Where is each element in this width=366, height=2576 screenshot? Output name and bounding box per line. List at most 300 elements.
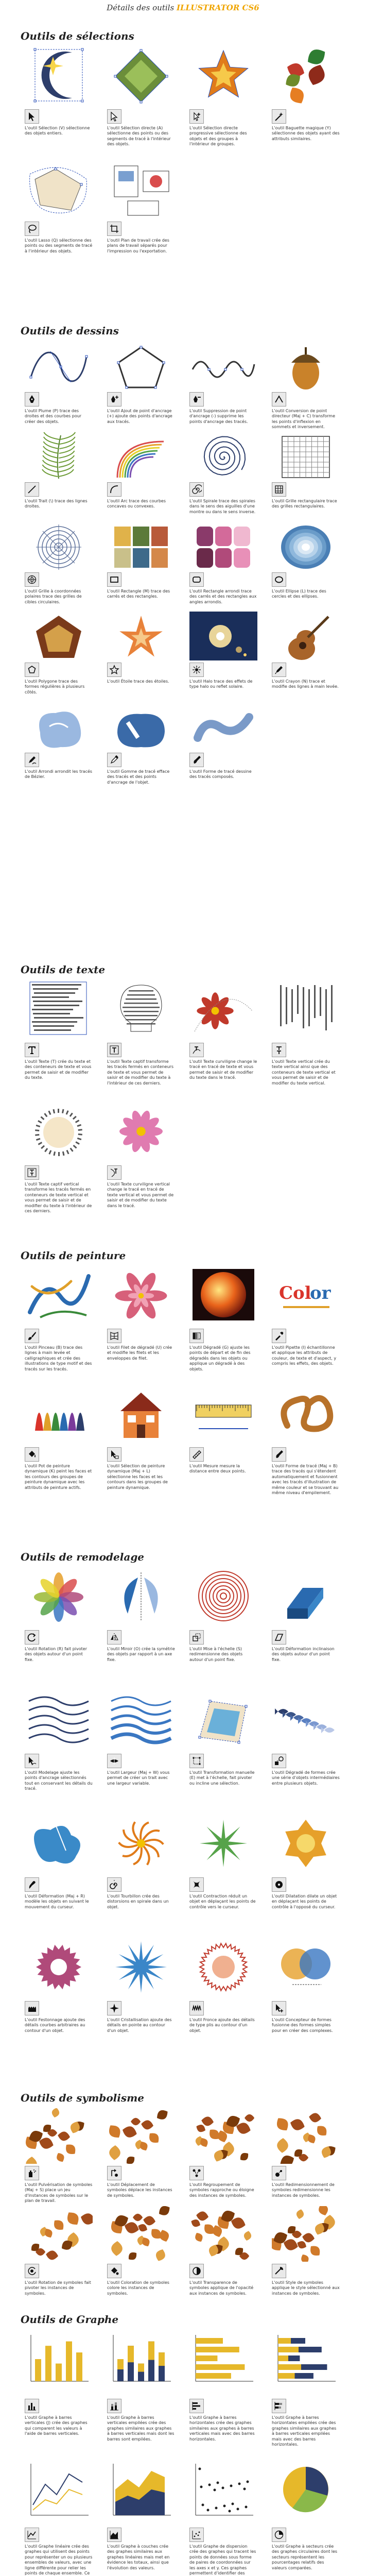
- tool-description: L'outil Rectangle arrondi trace des carrés et des rectangles aux angles arrondis.: [189, 589, 257, 604]
- tool-card: [107, 1103, 175, 1225]
- scale-icon: [189, 1630, 204, 1645]
- tool-card: [189, 1567, 257, 1691]
- bar-graph-icon: [189, 2399, 204, 2413]
- tool-card: [25, 1691, 93, 1815]
- area-graph-icon: [107, 2528, 121, 2542]
- tool-illustration: [272, 1938, 340, 1999]
- tool-illustration: [189, 431, 257, 480]
- add-anchor-icon: [107, 392, 121, 406]
- tool-illustration: [272, 612, 340, 660]
- tool-illustration: [189, 1691, 257, 1752]
- vertical-type-icon: [272, 1043, 286, 1057]
- tool-description: L'outil Texte captif transforme les tracés fermés en conteneurs de texte et vous permet de saisir et de modifier du texte à l'intérieur de ces derniers.: [107, 1059, 174, 1086]
- tool-illustration: [25, 1938, 93, 1999]
- tool-card: [25, 431, 93, 521]
- tool-card: [272, 431, 340, 521]
- tool-illustration: [272, 1567, 340, 1628]
- tool-description: L'outil Pipette (I) échantillonne et applique les attributs de couleur, de texte et d'aspect, y compris les effets, des objets.: [272, 1345, 337, 1366]
- tool-description: L'outil Graphe à barres horizontales empilées crée des graphes similaires aux graphes à barres verticales empilées mais avec des barres horizontales.: [272, 2415, 337, 2447]
- flare-icon: [189, 663, 204, 677]
- tool-illustration: [272, 46, 340, 107]
- tool-illustration: [189, 1266, 257, 1327]
- tool-illustration: [25, 431, 93, 480]
- tool-card: [107, 1384, 175, 1503]
- tool-card: [25, 1815, 93, 1938]
- tool-description: L'outil Mesure mesure la distance entre deux points.: [189, 1464, 246, 1474]
- arc-icon: [107, 482, 121, 497]
- smooth-icon: [25, 753, 39, 767]
- tool-card: [272, 1567, 340, 1691]
- tool-card: [272, 2108, 340, 2206]
- tool-illustration: [25, 2459, 93, 2526]
- brand-name: ILLUSTRATOR CS6: [176, 3, 259, 12]
- tool-description: L'outil Graphe de dispersion crée des graphes qui tracent les points de données sous forme de paires de coordonnées sur les axes x et y. Ces graphes permettent d'identifier des: [189, 2544, 256, 2576]
- pie-graph-icon: [272, 2528, 286, 2542]
- tool-grid: [25, 2108, 344, 2304]
- tool-description: L'outil Festonnage ajoute des détails courbes arbitraires au contour d'un objet.: [25, 2018, 85, 2033]
- tool-description: L'outil Graphe à barres verticales (J) crée des graphes qui comparent les valeurs à l'aide de barres verticales.: [25, 2415, 88, 2436]
- tool-card: [107, 980, 175, 1103]
- tool-card: [107, 1567, 175, 1691]
- tool-illustration: [25, 341, 93, 390]
- tool-description: L'outil Transparence de symboles applique de l'opacité aux instances de symboles.: [189, 2280, 254, 2296]
- tool-illustration: [107, 159, 175, 219]
- polar-grid-icon: [25, 572, 39, 587]
- tool-illustration: [189, 2108, 257, 2164]
- tool-description: L'outil Texte vertical crée du texte vertical ainsi que des conteneurs de texte vertical et vous permet de saisir et de modifier du texte vertical.: [272, 1059, 336, 1086]
- tool-description: L'outil Grille à coordonnées polaires trace des grilles de cibles circulaires.: [25, 589, 82, 604]
- stacked-column-icon: [107, 2399, 121, 2413]
- symbol-shifter-icon: [107, 2166, 121, 2180]
- tool-card: [189, 2206, 257, 2304]
- tool-description: L'outil Style de symboles applique le style sélectionné aux instances de symboles.: [272, 2280, 340, 2296]
- tool-card: [107, 46, 175, 159]
- svg-text:or: or: [310, 1283, 331, 1303]
- tool-illustration: [272, 1384, 340, 1445]
- blend-icon: [272, 1754, 286, 1768]
- tool-description: L'outil Étoile trace des étoiles.: [107, 679, 169, 684]
- tool-card: [272, 1691, 340, 1815]
- tool-illustration: [25, 2330, 93, 2397]
- tool-card: [272, 1938, 340, 2062]
- tool-illustration: [107, 341, 175, 390]
- tool-description: L'outil Sélection de peinture dynamique (Maj + L) sélectionne les faces et les contours dans les groupes de peinture dynamique.: [107, 1464, 168, 1490]
- tool-illustration: [189, 1384, 257, 1445]
- tool-description: L'outil Texte (T) crée du texte et des conteneurs de texte et vous permet de saisir et de modifier du texte.: [25, 1059, 92, 1080]
- tool-illustration: [25, 2206, 93, 2262]
- tool-description: L'outil Rectangle (M) trace des carrés et des rectangles.: [107, 589, 170, 599]
- symbol-scruncher-icon: [189, 2166, 204, 2180]
- tool-card: [25, 1266, 93, 1384]
- tool-illustration: [25, 1567, 93, 1628]
- tool-grid: [25, 1567, 344, 2062]
- tool-illustration: [189, 341, 257, 390]
- group-selection-icon: [189, 109, 204, 124]
- live-paint-select-icon: [107, 1447, 121, 1462]
- symbol-screener-icon: [189, 2264, 204, 2278]
- tool-illustration: [107, 2108, 175, 2164]
- tool-description: L'outil Forme de tracé dessine des tracés composés.: [189, 769, 252, 779]
- tool-illustration: [272, 521, 340, 570]
- tool-description: L'outil Baguette magique (Y) sélectionne des objets ayant des attributs similaires.: [272, 126, 340, 141]
- tool-illustration: [25, 159, 93, 219]
- tool-card: [272, 1815, 340, 1938]
- tool-card: [107, 2330, 175, 2459]
- reshape-icon: [25, 1754, 39, 1768]
- tool-illustration: [107, 431, 175, 480]
- tool-description: L'outil Contraction réduit un objet en déplaçant les points de contrôle vers le curseur.: [189, 1894, 256, 1909]
- tool-illustration: [189, 980, 257, 1041]
- tool-card: [25, 612, 93, 702]
- tool-illustration: [107, 1567, 175, 1628]
- tool-illustration: [107, 612, 175, 660]
- rotate-icon: [25, 1630, 39, 1645]
- spiral-icon: [189, 482, 204, 497]
- tool-description: L'outil Crayon (N) trace et modifie des lignes à main levée.: [272, 679, 339, 689]
- pencil-icon: [272, 663, 286, 677]
- tool-description: L'outil Suppression de point d'ancrage (-) supprime les points d'ancrage des tracés.: [189, 409, 248, 424]
- tool-description: L'outil Graphe à barres verticales empilées crée des graphes similaires aux graphes à barres verticales mais dont les barres sont empilées.: [107, 2415, 175, 2442]
- free-transform-icon: [189, 1754, 204, 1768]
- tool-description: L'outil Largeur (Maj + W) vous permet de créer un trait avec une largeur variable.: [107, 1770, 170, 1786]
- direct-selection-arrow-icon: [107, 109, 121, 124]
- section-title: Outils de dessins: [21, 325, 119, 337]
- tool-card: [272, 1266, 340, 1384]
- symbol-spinner-icon: [25, 2264, 39, 2278]
- tool-illustration: [189, 46, 257, 107]
- path-eraser-icon: [107, 753, 121, 767]
- tool-description: L'outil Filet de dégradé (U) crée et modifie les filets et les enveloppes de filet.: [107, 1345, 172, 1361]
- reflect-icon: [107, 1630, 121, 1645]
- tool-description: L'outil Gomme de tracé efface des tracés et des points d'ancrage de l'objet.: [107, 769, 170, 785]
- symbol-stainer-icon: [107, 2264, 121, 2278]
- tool-card: [272, 521, 340, 612]
- tool-illustration: [189, 2206, 257, 2262]
- section-title: Outils de remodelage: [21, 1551, 145, 1563]
- tool-card: [189, 1938, 257, 2062]
- tool-description: L'outil Mise à l'échelle (S) redimensionne des objets autour d'un point fixe.: [189, 1647, 243, 1662]
- tool-card: [25, 702, 93, 792]
- tool-card: [107, 2459, 175, 2576]
- tool-illustration: [272, 1815, 340, 1875]
- tool-card: [25, 1103, 93, 1225]
- tool-illustration: [107, 980, 175, 1041]
- tool-description: L'outil Polygone trace des formes régulières à plusieurs côtés.: [25, 679, 85, 694]
- tool-description: L'outil Dégradé (G) ajuste les points de départ et de fin des dégradés dans les objets ou applique un dégradé à des objets.: [189, 1345, 251, 1371]
- tool-description: L'outil Graphe à secteurs crée des graphes circulaires dont les secteurs représentent les pourcentages relatifs des valeurs comparées.: [272, 2544, 338, 2570]
- tool-card: [272, 612, 340, 702]
- tool-description: L'outil Forme de tracé (Maj + B) trace des tracés qui s'étendent automatiquement et fusionnent avec les tracés d'illustration de même couleur et se trouvant au même niveau d'empilement.: [272, 1464, 339, 1496]
- tool-card: [272, 1384, 340, 1503]
- shape-builder-icon: [272, 2001, 286, 2015]
- tool-card: [25, 521, 93, 612]
- vertical-area-type-icon: [25, 1165, 39, 1180]
- tool-illustration: [25, 702, 93, 751]
- tool-description: L'outil Miroir (O) crée la symétrie des objets par rapport à un axe fixe.: [107, 1647, 175, 1662]
- ellipse-icon: [272, 572, 286, 587]
- pucker-icon: [189, 1877, 204, 1892]
- line-segment-icon: [25, 482, 39, 497]
- tool-illustration: [107, 1938, 175, 1999]
- section-title: Outils de sélections: [21, 30, 134, 42]
- symbol-sizer-icon: [272, 2166, 286, 2180]
- tool-illustration: [107, 1691, 175, 1752]
- tool-card: [107, 702, 175, 792]
- tool-illustration: [189, 1567, 257, 1628]
- scatter-graph-icon: [189, 2528, 204, 2542]
- page-title-text: Détails des outils: [107, 3, 175, 12]
- tool-description: L'outil Halo trace des effets de type halo ou reflet solaire.: [189, 679, 253, 689]
- twirl-icon: [107, 1877, 121, 1892]
- tool-card: [107, 1815, 175, 1938]
- rounded-rect-icon: [189, 572, 204, 587]
- section-title: Outils de Graphe: [21, 2313, 119, 2326]
- tool-description: L'outil Déformation (Maj + R) modèle les objets en suivant le mouvement du curseur.: [25, 1894, 89, 1909]
- lasso-icon: [25, 222, 39, 236]
- tool-card: [189, 2108, 257, 2206]
- tool-card: [25, 1384, 93, 1503]
- vertical-path-type-icon: [107, 1165, 121, 1180]
- tool-description: L'outil Rotation de symboles fait pivoter les instances de symboles.: [25, 2280, 91, 2296]
- tool-description: L'outil Plume (P) trace des droites et des courbes pour créer des objets.: [25, 409, 82, 424]
- tool-card: [272, 341, 340, 431]
- tool-card: [25, 1938, 93, 2062]
- tool-illustration: [272, 1266, 340, 1327]
- tool-card: [189, 1815, 257, 1938]
- paintbrush-icon: [25, 1329, 39, 1343]
- tool-illustration: [25, 1815, 93, 1875]
- tool-description: L'outil Texte curviligne vertical change le tracé en tracé de texte vertical et vous permet de saisir et de modifier du texte dans le tracé.: [107, 1182, 174, 1208]
- tool-illustration: [189, 612, 257, 660]
- tool-description: L'outil Dilatation dilate un objet en déplaçant les points de contrôle à l'opposé du curseur.: [272, 1894, 337, 1909]
- tool-description: L'outil Pulvérisation de symboles (Maj + S) place un jeu d'instances de symboles sur le plan de travail.: [25, 2182, 93, 2204]
- rectangle-icon: [107, 572, 121, 587]
- tool-description: L'outil Tourbillon crée des distorsions en spirale dans un objet.: [107, 1894, 169, 1909]
- tool-grid: [25, 341, 344, 792]
- tool-card: [189, 702, 257, 792]
- tool-illustration: [272, 2108, 340, 2164]
- tool-card: [189, 46, 257, 159]
- tool-description: L'outil Lasso (Q) sélectionne des points ou des segments de tracé à l'intérieur des objets.: [25, 238, 93, 253]
- tool-grid: [25, 1266, 344, 1503]
- stacked-bar-icon: [272, 2399, 286, 2413]
- delete-anchor-icon: [189, 392, 204, 406]
- tool-card: [189, 2459, 257, 2576]
- magic-wand-icon: [272, 109, 286, 124]
- tool-description: L'outil Pot de peinture dynamique (K) peint les faces et les contours des groupes de peinture dynamique avec les attributs de peinture actifs.: [25, 1464, 92, 1490]
- tool-illustration: [272, 2206, 340, 2262]
- width-icon: [107, 1754, 121, 1768]
- tool-description: L'outil Graphe linéaire crée des graphes qui utilisent des points pour représenter un ou plusieurs ensembles de valeurs, avec une ligne différente pour relier les points de chaque ensemble. Ce: [25, 2544, 93, 2576]
- tool-description: L'outil Redimensionnement de symboles redimensionne les instances de symboles.: [272, 2182, 335, 2198]
- tool-card: [107, 612, 175, 702]
- bloat-icon: [272, 1877, 286, 1892]
- tool-card: [107, 431, 175, 521]
- tool-description: L'outil Modelage ajuste les points d'ancrage sélectionnés tout en conservant les détails du tracé.: [25, 1770, 93, 1791]
- tool-illustration: [189, 702, 257, 751]
- tool-card: [272, 2459, 340, 2576]
- tool-description: L'outil Déplacement de symboles déplace les instances de symboles.: [107, 2182, 172, 2198]
- tool-card: [107, 1938, 175, 2062]
- wrinkle-icon: [189, 2001, 204, 2015]
- tool-description: L'outil Coloration de symboles colore les instances de symboles.: [107, 2280, 169, 2296]
- tool-illustration: [189, 1815, 257, 1875]
- tool-card: [107, 2108, 175, 2206]
- tool-grid: [25, 980, 344, 1225]
- live-paint-bucket-icon: [25, 1447, 39, 1462]
- tool-card: [25, 2108, 93, 2206]
- tool-illustration: [25, 521, 93, 570]
- tool-illustration: [25, 980, 93, 1041]
- rect-grid-icon: [272, 482, 286, 497]
- tool-card: [272, 2330, 340, 2459]
- tool-description: L'outil Grille rectangulaire trace des grilles rectangulaires.: [272, 499, 337, 509]
- type-icon: [25, 1043, 39, 1057]
- tool-card: [25, 159, 93, 271]
- convert-anchor-icon: [272, 392, 286, 406]
- tool-illustration: [107, 2330, 175, 2397]
- tool-description: L'outil Arc trace des courbes concaves ou convexes.: [107, 499, 166, 509]
- tool-illustration: [25, 46, 93, 107]
- tool-description: L'outil Déformation inclinaison des objets autour d'un point fixe.: [272, 1647, 335, 1662]
- tool-card: [25, 980, 93, 1103]
- tool-description: L'outil Texte curviligne change le tracé en tracé de texte et vous permet de saisir et de modifier du texte dans le tracé.: [189, 1059, 257, 1080]
- tool-description: L'outil Graphe à barres horizontales crée des graphes similaires aux graphes à barres verticales mais avec des barres horizontales.: [189, 2415, 255, 2442]
- tool-card: [272, 980, 340, 1103]
- tool-card: [25, 46, 93, 159]
- tool-card: [107, 341, 175, 431]
- tool-illustration: [107, 1815, 175, 1875]
- tool-card: [189, 1691, 257, 1815]
- tool-illustration: [107, 46, 175, 107]
- tool-illustration: [189, 2459, 257, 2526]
- tool-illustration: [25, 1103, 93, 1163]
- tool-card: [25, 2330, 93, 2459]
- tool-card: [189, 431, 257, 521]
- tool-card: [25, 341, 93, 431]
- tool-illustration: [272, 980, 340, 1041]
- tool-card: [189, 612, 257, 702]
- gradient-icon: [189, 1329, 204, 1343]
- mesh-icon: [107, 1329, 121, 1343]
- tool-card: [272, 2206, 340, 2304]
- tool-illustration: [107, 702, 175, 751]
- tool-card: [107, 1266, 175, 1384]
- artboard-icon: [107, 222, 121, 236]
- tool-card: [107, 159, 175, 271]
- tool-illustration: [107, 2459, 175, 2526]
- warp-icon: [25, 1877, 39, 1892]
- svg-text:Col: Col: [279, 1283, 311, 1303]
- tool-grid: [25, 46, 344, 271]
- tool-illustration: [272, 2459, 340, 2526]
- symbol-styler-icon: [272, 2264, 286, 2278]
- section-title: Outils de texte: [21, 963, 106, 976]
- star-icon: [107, 663, 121, 677]
- type-on-path-icon: [189, 1043, 204, 1057]
- tool-description: L'outil Ellipse (L) trace des cercles et des ellipses.: [272, 589, 326, 599]
- tool-illustration: [272, 431, 340, 480]
- polygon-icon: [25, 663, 39, 677]
- tool-card: [25, 1567, 93, 1691]
- shear-icon: [272, 1630, 286, 1645]
- tool-description: L'outil Conversion de point directeur (Maj + C) transforme les points d'inflexion en sommets et inversement.: [272, 409, 336, 430]
- tool-description: L'outil Trait (\) trace des lignes droites.: [25, 499, 88, 509]
- scallop-icon: [25, 2001, 39, 2015]
- tool-description: L'outil Sélection directe (A) sélectionne des points ou des segments de tracé à l'intérieur des objets.: [107, 126, 171, 147]
- selection-arrow-icon: [25, 109, 39, 124]
- tool-card: [25, 2459, 93, 2576]
- measure-icon: [189, 1447, 204, 1462]
- tool-card: [189, 980, 257, 1103]
- tool-illustration: [107, 521, 175, 570]
- tool-card: [189, 341, 257, 431]
- tool-card: [189, 521, 257, 612]
- tool-illustration: [107, 1266, 175, 1327]
- tool-description: L'outil Texte captif vertical transforme les tracés fermés en conteneurs de texte vertical et vous permet de saisir et de modifier du texte à l'intérieur de ces derniers.: [25, 1182, 92, 1214]
- eyedropper-icon: [272, 1329, 286, 1343]
- symbol-sprayer-icon: [25, 2166, 39, 2180]
- tool-illustration: [189, 1938, 257, 1999]
- crystallize-icon: [107, 2001, 121, 2015]
- tool-illustration: [272, 341, 340, 390]
- tool-illustration: [272, 2330, 340, 2397]
- section-title: Outils de symbolisme: [21, 2092, 144, 2104]
- tool-description: L'outil Sélection directe progressive sélectionne des objets et des groupes à l'intérieur de groupes.: [189, 126, 247, 147]
- tool-description: L'outil Ajout de point d'ancrage (+) ajoute des points d'ancrage aux tracés.: [107, 409, 172, 424]
- tool-illustration: [189, 521, 257, 570]
- tool-card: [189, 1266, 257, 1384]
- tool-illustration: [272, 1691, 340, 1752]
- tool-illustration: [107, 2206, 175, 2262]
- tool-description: L'outil Cristallisation ajoute des détails en pointe au contour d'un objet.: [107, 2018, 172, 2033]
- tool-description: L'outil Transformation manuelle (E) met à l'échelle, fait pivoter ou incline une sélection.: [189, 1770, 255, 1786]
- tool-description: L'outil Plan de travail crée des plans de travail séparés pour l'impression ou l'exportation.: [107, 238, 169, 253]
- tool-description: L'outil Spirale trace des spirales dans le sens des aiguilles d'une montre ou dans le sens inverse.: [189, 499, 256, 514]
- tool-illustration: [25, 612, 93, 660]
- tool-card: [189, 1384, 257, 1503]
- tool-illustration: [25, 1691, 93, 1752]
- tool-grid: [25, 2330, 344, 2576]
- blob-paint-icon: [272, 1447, 286, 1462]
- tool-description: L'outil Sélection (V) sélectionne des objets entiers.: [25, 126, 90, 136]
- blob-brush-icon: [189, 753, 204, 767]
- tool-card: [189, 2330, 257, 2459]
- column-graph-icon: [25, 2399, 39, 2413]
- tool-illustration: [25, 1384, 93, 1445]
- pen-icon: [25, 392, 39, 406]
- tool-description: L'outil Rotation (R) fait pivoter des objets autour d'un point fixe.: [25, 1647, 87, 1662]
- tool-card: [272, 46, 340, 159]
- tool-description: L'outil Arrondi arrondit les tracés de Bézier.: [25, 769, 93, 779]
- tool-illustration: [107, 1103, 175, 1163]
- tool-description: L'outil Graphe à couches crée des graphes similaires aux graphes linéaires mais met en évidence les totaux, ainsi que l'évolution des valeurs.: [107, 2544, 170, 2570]
- tool-card: [107, 2206, 175, 2304]
- tool-card: [107, 521, 175, 612]
- tool-description: L'outil Regroupement de symboles rapproche ou éloigne des instances de symboles.: [189, 2182, 254, 2198]
- tool-description: L'outil Concepteur de formes fusionne des formes simples pour en créer des complexes.: [272, 2018, 333, 2033]
- tool-description: L'outil Pinceau (B) trace des lignes à main levée et calligraphiques et crée des illustrations de type motif et des tracés sur les tracés.: [25, 1345, 92, 1371]
- tool-card: [107, 1691, 175, 1815]
- area-type-icon: [107, 1043, 121, 1057]
- page-title: [0, 3, 366, 12]
- line-graph-icon: [25, 2528, 39, 2542]
- tool-card: [25, 2206, 93, 2304]
- tool-illustration: [25, 2108, 93, 2164]
- tool-illustration: [107, 1384, 175, 1445]
- tool-illustration: [25, 1266, 93, 1327]
- tool-description: L'outil Fronce ajoute des détails de type plis au contour d'un objet.: [189, 2018, 255, 2033]
